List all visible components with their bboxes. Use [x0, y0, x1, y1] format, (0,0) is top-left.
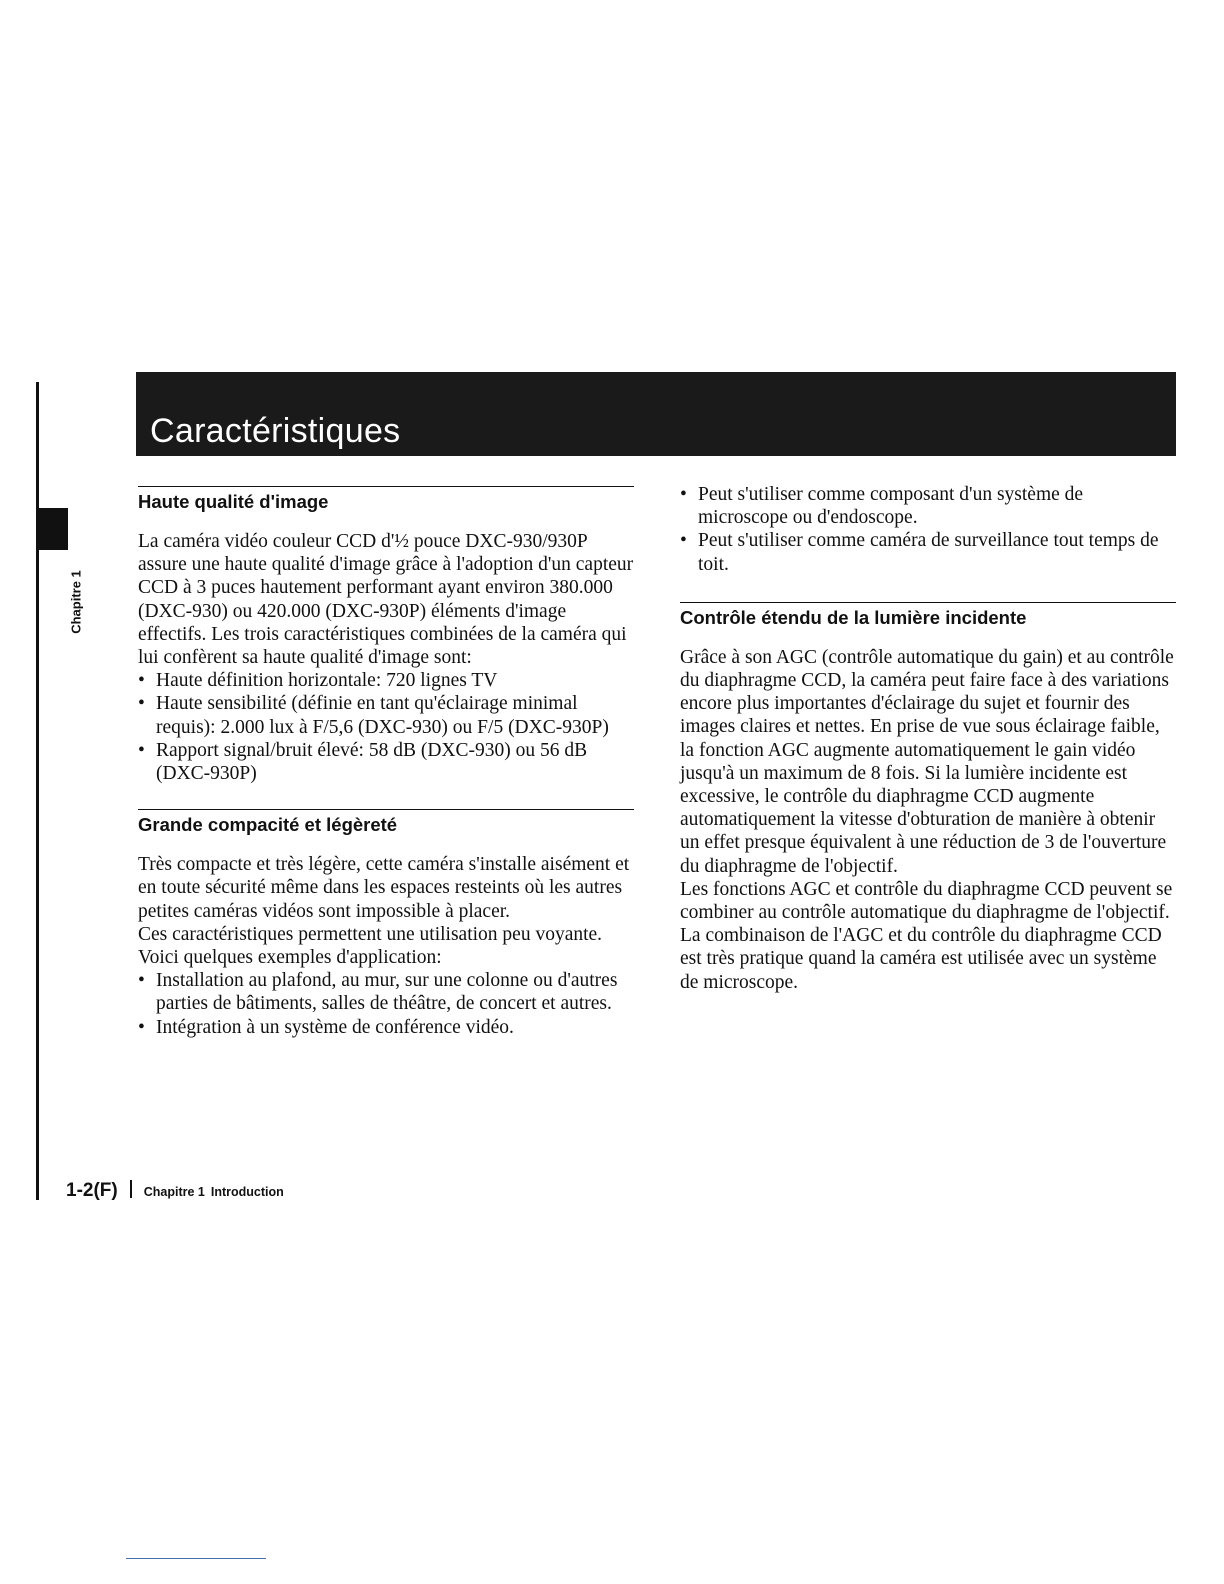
- paragraph: Grâce à son AGC (contrôle automatique du gain) et au contrôle du diaphragme CCD, la caméra peut faire face à des variations encore plus importantes d'éclairage du sujet et fournir des images claires et nettes. En prise de vue sous éclairage faible, la fonction AGC augmente automatiquement le gain vidéo jusqu'à un maximum de 8 fois. Si la lumière incidente est excessive, le contrôle du diaphragme CCD augmente automatiquement la vitesse d'obturation de manière à obtenir un effet presque équivalent à une réduction de 3 de l'ouverture du diaphragme de l'objectif.: [680, 646, 1174, 877]
- bullet-list: [680, 483, 1176, 576]
- section-body: [680, 646, 1176, 994]
- bullet-item: • Haute définition horizontale: 720 lignes TV: [138, 669, 634, 692]
- bullet-item: • Intégration à un système de conférence vidéo.: [138, 1016, 634, 1039]
- section-heading: Contrôle étendu de la lumière incidente: [680, 602, 1176, 630]
- section-compactness: [138, 809, 634, 1039]
- bullet-item: • Installation au plafond, au mur, sur une colonne ou d'autres parties de bâtiments, salles de théâtre, de concert et autres.: [138, 969, 634, 1015]
- bullet-list: [138, 969, 634, 1039]
- paragraph: Ces caractéristiques permettent une utilisation peu voyante. Voici quelques exemples d'application:: [138, 923, 603, 969]
- footer-section: Introduction: [210, 1185, 284, 1199]
- section-incident-light: [680, 602, 1176, 994]
- right-column: [680, 483, 1176, 994]
- bullet-item: • Peut s'utiliser comme caméra de surveillance tout temps de toit.: [680, 529, 1176, 575]
- paragraph: La caméra vidéo couleur CCD d'½ pouce DXC-930/930P assure une haute qualité d'image grâce à l'adoption d'un capteur CCD à 3 puces hautement performant ayant environ 380.000 (DXC-930) ou 420.000 (DXC-930P) éléments d'image effectifs. Les trois caractéristiques combinées de la caméra qui lui confèrent sa haute qualité d'image sont:: [138, 531, 634, 669]
- left-column: [138, 486, 634, 1039]
- section-body: [138, 853, 634, 1039]
- bullet-list: [138, 669, 634, 785]
- bullet-item: • Peut s'utiliser comme composant d'un système de microscope ou d'endoscope.: [680, 483, 1176, 529]
- title-bar: [136, 372, 1176, 456]
- section-heading: Haute qualité d'image: [138, 486, 634, 514]
- footer-divider: [130, 1180, 132, 1198]
- section-body: [138, 530, 634, 785]
- footer-chapter: Chapitre 1: [143, 1185, 205, 1199]
- bullet-item: • Haute sensibilité (définie en tant qu'éclairage minimal requis): 2.000 lux à F/5,6 (DXC-930) ou F/5 (DXC-930P): [138, 692, 634, 738]
- page-footer: [66, 1180, 284, 1202]
- page-number: 1-2(F): [66, 1180, 118, 1201]
- paragraph: Très compacte et très légère, cette caméra s'installe aisément et en toute sécurité même dans les espaces resteints où les autres petites caméras vidéos sont impossible à placer.: [138, 854, 630, 922]
- section-heading: Grande compacité et légèreté: [138, 809, 634, 837]
- section-image-quality: [138, 486, 634, 785]
- chapter-side-label: Chapitre 1: [68, 570, 84, 634]
- bullet-item: • Rapport signal/bruit élevé: 58 dB (DXC-930) ou 56 dB (DXC-930P): [138, 739, 634, 785]
- page-title: Caractéristiques: [150, 412, 401, 450]
- chapter-thumb-tab: [36, 508, 68, 550]
- paragraph: Les fonctions AGC et contrôle du diaphragme CCD peuvent se combiner au contrôle automatique du diaphragme de l'objectif. La combinaison de l'AGC et du contrôle du diaphragme CCD est très pratique quand la caméra est utilisée avec un système de microscope.: [680, 878, 1173, 993]
- bottom-divider: [126, 1558, 266, 1559]
- chapter-side-rule: [36, 382, 39, 1200]
